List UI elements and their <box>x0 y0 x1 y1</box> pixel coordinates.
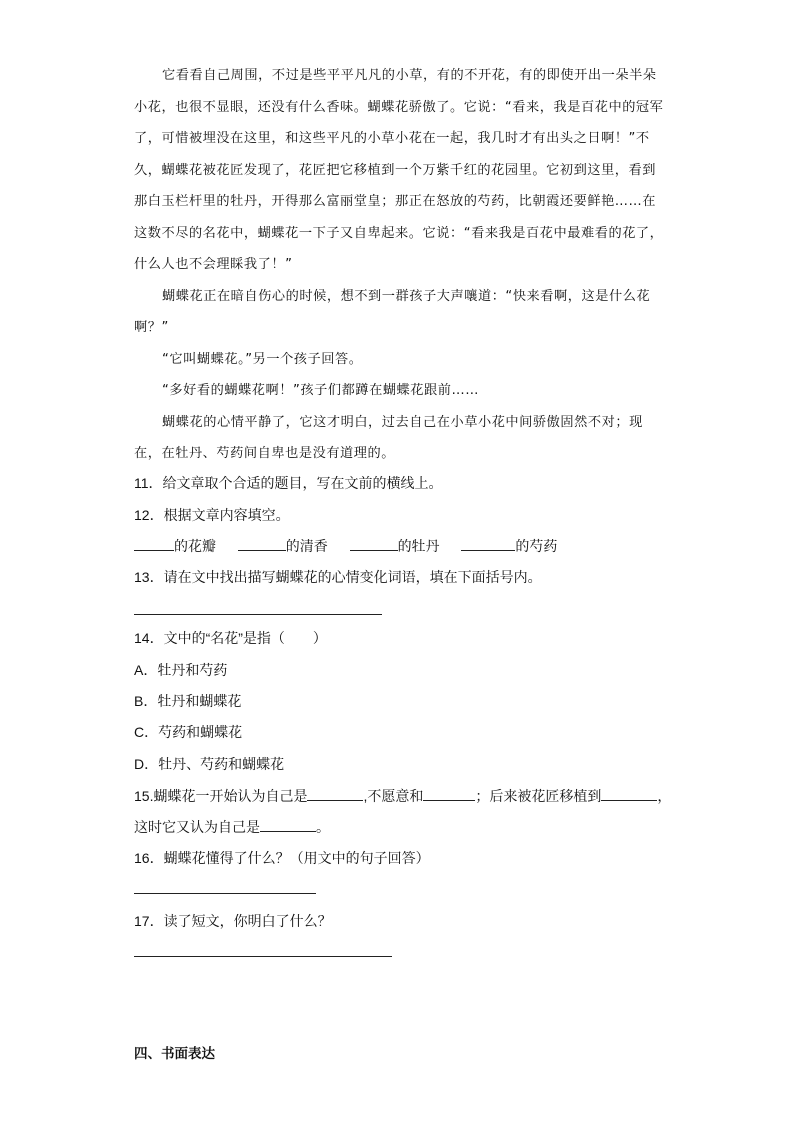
option-d[interactable]: D．牡丹、芍药和蝴蝶花 <box>134 756 285 772</box>
answer-blank[interactable] <box>350 536 398 551</box>
fill-label-peony: 的牡丹 <box>397 538 440 554</box>
answer-blank[interactable] <box>260 817 316 832</box>
answer-blank[interactable] <box>423 786 475 801</box>
q15-text-4: ， <box>657 788 672 804</box>
answer-blank[interactable] <box>307 786 363 801</box>
fill-label-petal: 的花瓣 <box>174 538 216 554</box>
option-b[interactable]: B．牡丹和蝴蝶花 <box>134 693 242 709</box>
q15-text-6: 。 <box>316 819 330 835</box>
answer-blank[interactable] <box>134 600 174 615</box>
answer-blank[interactable] <box>238 536 286 551</box>
reading-passage <box>134 60 664 470</box>
fill-label-herbaceous-peony: 的芍药 <box>515 538 558 554</box>
question-11: 11．给文章取个合适的题目，写在文前的横线上。 <box>134 475 443 491</box>
q15-text-2: ,不愿意和 <box>363 788 424 804</box>
passage-paragraph-5: 蝴蝶花的心情平静了，它这才明白，过去自己在小草小花中间骄傲固然不对；现在，在牡丹、芍药间自卑也是没有道理的。 <box>134 414 643 461</box>
question-17: 17．读了短文，你明白了什么？ <box>134 913 332 929</box>
answer-blank[interactable] <box>174 600 216 615</box>
answer-blank[interactable] <box>326 600 382 615</box>
q15-text-1: 15.蝴蝶花一开始认为自己是 <box>134 788 308 804</box>
answer-blank[interactable] <box>216 600 270 615</box>
question-15-line-2 <box>134 817 330 837</box>
fill-label-fragrance: 的清香 <box>285 538 328 554</box>
answer-blank[interactable] <box>601 786 657 801</box>
section-heading: 四、书面表达 <box>134 1046 215 1062</box>
option-a[interactable]: A．牡丹和芍药 <box>134 662 228 678</box>
q15-text-5: 这时它又认为自己是 <box>134 819 260 835</box>
answer-line-17[interactable] <box>134 956 392 957</box>
passage-paragraph-1: 它看看自己周围，不过是些平平凡凡的小草，有的不开花，有的即使开出一朵半朵小花，也很不显眼，还没有什么香味。蝴蝶花骄傲了。它说：“看来，我是百花中的冠军了，可惜被埋没在这里，和这些平凡的小草小花在一起，我几时才有出头之日啊！”不久，蝴蝶花被花匠发现了，花匠把它移植到一个万紫千红的花园里。它初到这里，看到那白玉栏杆里的牡丹，开得那么富丽堂皇；那正在怒放的芍药，比朝霞还要鲜艳……在这数不尽的名花中，蝴蝶花一下子又自卑起来。它说：“看来我是百花中最难看的花了，什么人也不会理睬我了！” <box>134 68 664 272</box>
question-12: 12．根据文章内容填空。 <box>134 507 290 523</box>
q15-text-3: ；后来被花匠移植到 <box>475 788 602 804</box>
question-13-blanks <box>134 600 382 619</box>
question-14: 14．文中的“名花”是指（ ） <box>134 630 327 646</box>
option-c[interactable]: C．芍药和蝴蝶花 <box>134 724 243 740</box>
question-16: 16．蝴蝶花懂得了什么？（用文中的句子回答） <box>134 850 430 866</box>
answer-blank[interactable] <box>461 536 515 551</box>
passage-paragraph-3: “它叫蝴蝶花。”另一个孩子回答。 <box>162 351 363 367</box>
passage-paragraph-2: 蝴蝶花正在暗自伤心的时候，想不到一群孩子大声嚷道：“快来看啊，这是什么花啊？” <box>134 288 651 335</box>
question-15-line-1 <box>134 786 671 806</box>
answer-blank[interactable] <box>270 600 326 615</box>
answer-blank[interactable] <box>134 536 174 551</box>
answer-line-16[interactable] <box>134 893 316 894</box>
question-13: 13．请在文中找出描写蝴蝶花的心情变化词语，填在下面括号内。 <box>134 569 542 585</box>
passage-paragraph-4: “多好看的蝴蝶花啊！”孩子们都蹲在蝴蝶花跟前…… <box>162 383 479 398</box>
question-12-fill-row <box>134 536 557 556</box>
